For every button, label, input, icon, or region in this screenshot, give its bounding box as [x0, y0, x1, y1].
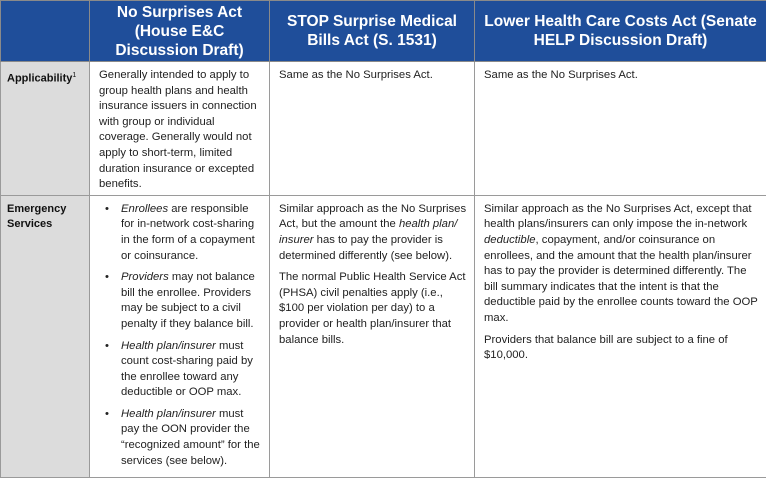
list-item: • Enrollees are responsible for in-network cost-sharing in the form of a copayment or coinsurance.: [121, 202, 263, 264]
bullet-icon: •: [105, 407, 109, 423]
table-row-emergency-services: [1, 195, 766, 478]
paragraph: Providers that balance bill are subject to a fine of $10,000.: [484, 333, 760, 364]
cell-emergency-stop: [270, 195, 475, 478]
header-stop-surprise-act: STOP Surprise Medical Bills Act (S. 1531): [270, 1, 475, 62]
cell-applicability-nsa: Generally intended to apply to group health plans and health insurance issuers in connection with group or individual coverage. Generally would not apply to short-term, limited duration insurance or excepted benefits.: [90, 62, 270, 196]
paragraph: Similar approach as the No Surprises Act, except that health plans/insurers can only impose the in-network deductible, copayment, and/or coinsurance on enrollees, and the amount that the health plan/insurer has to pay the provider is determined differently. The bill summary indicates that the intent is that the deductible paid by the enrollee counts toward the OOP max.: [484, 202, 760, 327]
bullet-icon: •: [105, 270, 109, 286]
list-item: • Health plan/insurer must count cost-sharing paid by the enrollee toward any deductible or OOP max.: [121, 339, 263, 401]
bullet-icon: •: [105, 339, 109, 355]
table-row-applicability: [1, 62, 766, 196]
paragraph: Similar approach as the No Surprises Act, but the amount the health plan/ insurer has to pay the provider is determined differently (see below).: [279, 202, 468, 264]
paragraph: The normal Public Health Service Act (PHSA) civil penalties apply (i.e., $100 per violation per day) to a provider or health plan/insurer that balance bills.: [279, 270, 468, 348]
list-item: • Health plan/insurer must pay the OON provider the “recognized amount” for the services (see below).: [121, 407, 263, 469]
cell-applicability-stop: Same as the No Surprises Act.: [270, 62, 475, 196]
row-label-emergency-services: Emergency Services: [1, 195, 90, 478]
header-no-surprises-act: No Surprises Act (House E&C Discussion Draft): [90, 1, 270, 62]
row-label-applicability: [1, 62, 90, 196]
header-corner: [1, 1, 90, 62]
cell-applicability-lhcca: Same as the No Surprises Act.: [475, 62, 766, 196]
cell-emergency-lhcca: [475, 195, 766, 478]
row-label-text: Applicability: [7, 73, 72, 85]
footnote-marker: 1: [72, 72, 76, 79]
header-lower-health-care-costs-act: Lower Health Care Costs Act (Senate HELP Discussion Draft): [475, 1, 766, 62]
bullet-list: [94, 202, 263, 470]
header-row: [1, 1, 766, 62]
bullet-icon: •: [105, 202, 109, 218]
list-item: • Providers may not balance bill the enrollee. Providers may be subject to a civil penalty if they balance bill.: [121, 270, 263, 332]
cell-emergency-nsa: [90, 195, 270, 478]
